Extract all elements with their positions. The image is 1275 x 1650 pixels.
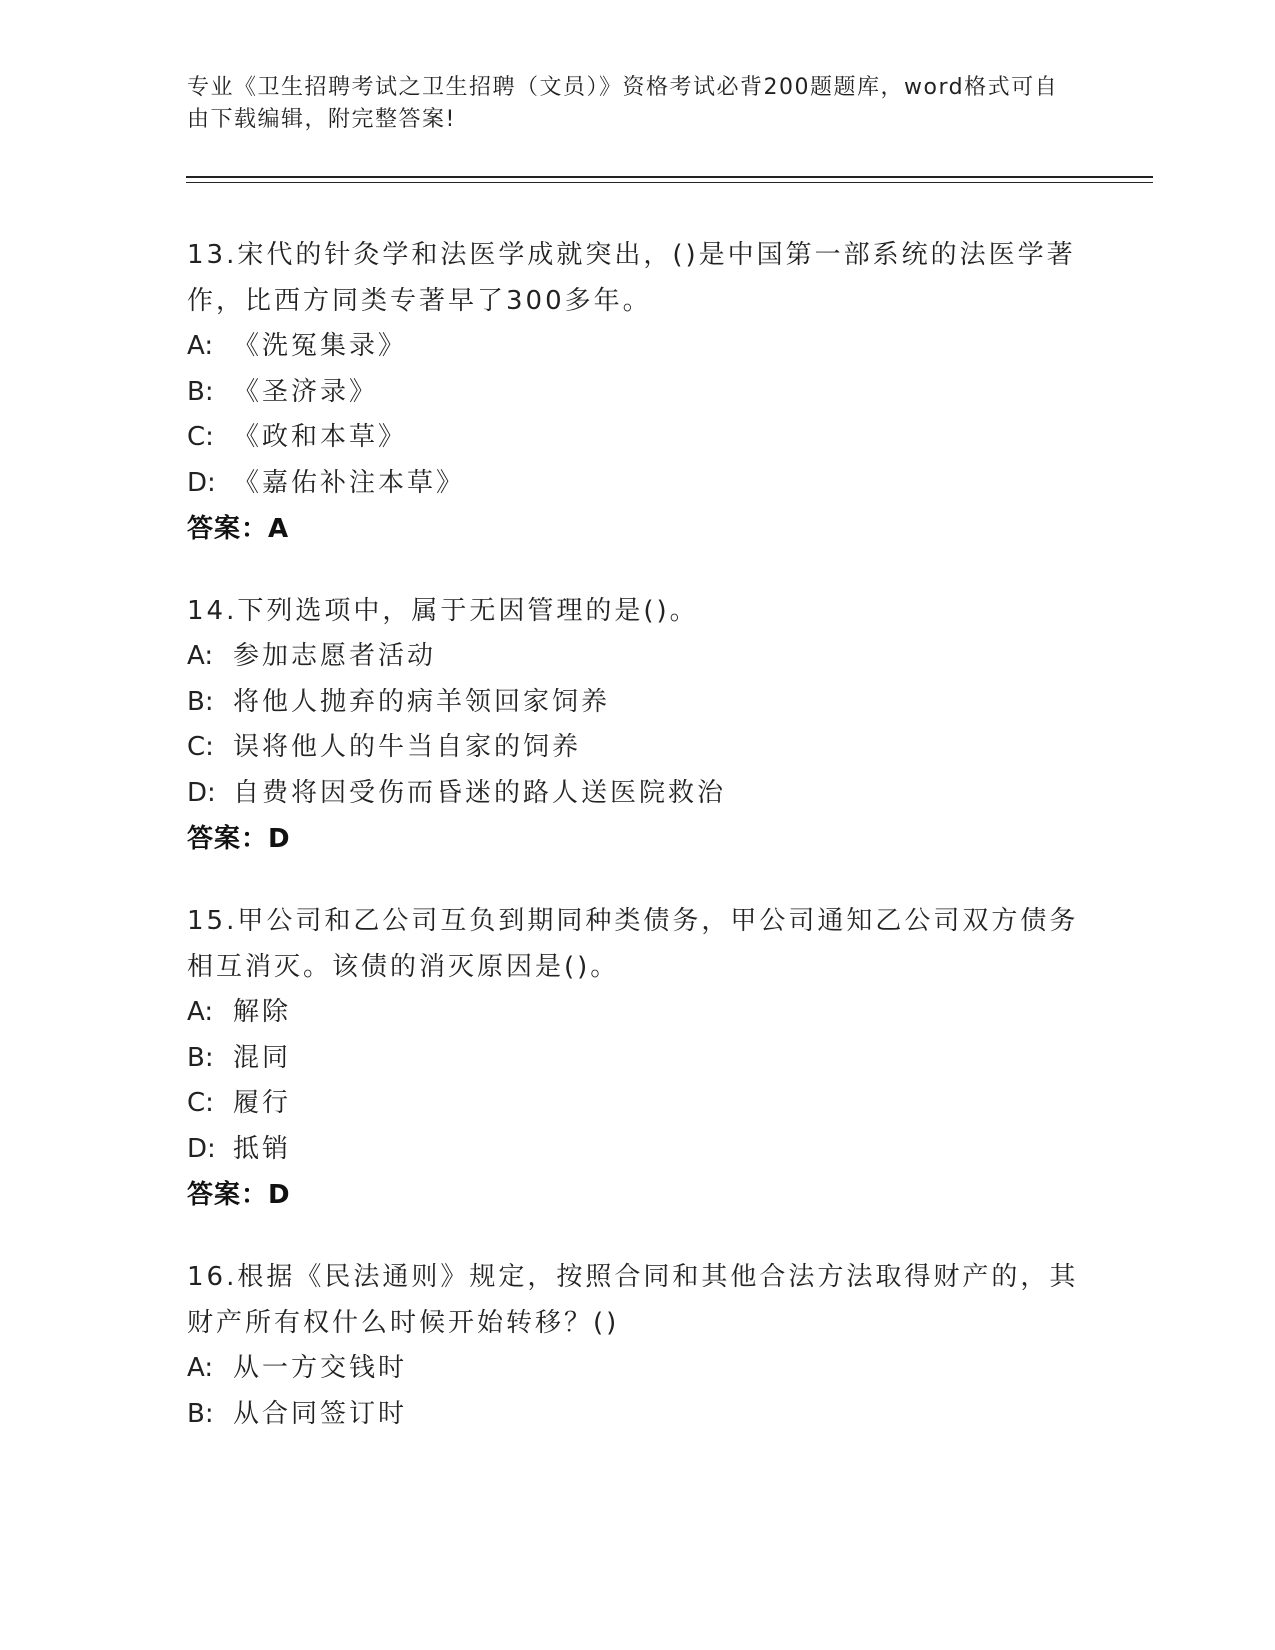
option-text: 抵销 xyxy=(233,1133,292,1164)
option-letter: A: xyxy=(187,331,214,361)
option-letter: C: xyxy=(187,422,214,452)
option-text: 《政和本草》 xyxy=(233,422,408,452)
header-divider-thin xyxy=(186,182,1153,183)
question-list xyxy=(187,232,1087,1473)
option-text: 参加志愿者活动 xyxy=(233,641,437,671)
option-a xyxy=(187,990,1087,1036)
option-text: 从一方交钱时 xyxy=(233,1353,408,1383)
answer-line: 答案：D xyxy=(187,1180,291,1210)
question-stem: 16.根据《民法通则》规定，按照合同和其他合法方法取得财产的，其财产所有权什么时候开始转移？() xyxy=(187,1262,1079,1338)
option-b xyxy=(187,680,1087,726)
question-stem: 14.下列选项中，属于无因管理的是()。 xyxy=(187,596,699,626)
option-c xyxy=(187,725,1087,771)
option-letter: A: xyxy=(187,997,214,1027)
answer-line: 答案：A xyxy=(187,514,290,544)
question-13 xyxy=(187,232,1087,552)
option-d xyxy=(187,461,1087,507)
option-d xyxy=(187,1127,1087,1173)
option-letter: D: xyxy=(187,777,216,808)
option-b xyxy=(187,370,1087,416)
option-letter: B: xyxy=(187,376,214,407)
option-letter: D: xyxy=(187,1133,216,1164)
option-a xyxy=(187,324,1087,370)
option-text: 《圣济录》 xyxy=(233,376,379,407)
document-header: 专业《卫生招聘考试之卫生招聘（文员）》资格考试必背200题题库，word格式可自由下载编辑，附完整答案! xyxy=(187,75,1059,132)
question-stem: 15.甲公司和乙公司互负到期同种类债务，甲公司通知乙公司双方债务相互消灭。该债的消灭原因是()。 xyxy=(187,906,1079,982)
question-14 xyxy=(187,588,1087,862)
question-15 xyxy=(187,898,1087,1218)
option-letter: A: xyxy=(187,1353,214,1383)
option-letter: B: xyxy=(187,1398,214,1429)
option-text: 将他人抛弃的病羊领回家饲养 xyxy=(233,686,611,717)
option-c xyxy=(187,1081,1087,1127)
option-letter: B: xyxy=(187,1042,214,1073)
option-text: 《洗冤集录》 xyxy=(233,331,408,361)
option-letter: C: xyxy=(187,1088,214,1118)
question-16 xyxy=(187,1254,1087,1437)
option-letter: B: xyxy=(187,686,214,717)
option-letter: C: xyxy=(187,732,214,762)
option-text: 误将他人的牛当自家的饲养 xyxy=(233,732,582,762)
option-b xyxy=(187,1392,1087,1438)
header-divider-thick xyxy=(186,176,1153,178)
option-letter: D: xyxy=(187,467,216,498)
option-a xyxy=(187,1346,1087,1392)
question-stem: 13.宋代的针灸学和法医学成就突出，()是中国第一部系统的法医学著作，比西方同类专著早了300多年。 xyxy=(187,240,1076,316)
option-d xyxy=(187,771,1087,817)
option-text: 解除 xyxy=(233,997,292,1027)
option-a xyxy=(187,634,1087,680)
option-text: 《嘉佑补注本草》 xyxy=(233,467,466,498)
option-b xyxy=(187,1036,1087,1082)
option-text: 从合同签订时 xyxy=(233,1398,408,1429)
option-letter: A: xyxy=(187,641,214,671)
option-text: 自费将因受伤而昏迷的路人送医院救治 xyxy=(233,777,727,808)
answer-line: 答案：D xyxy=(187,824,291,854)
option-c xyxy=(187,415,1087,461)
option-text: 混同 xyxy=(233,1042,292,1073)
option-text: 履行 xyxy=(233,1088,292,1118)
